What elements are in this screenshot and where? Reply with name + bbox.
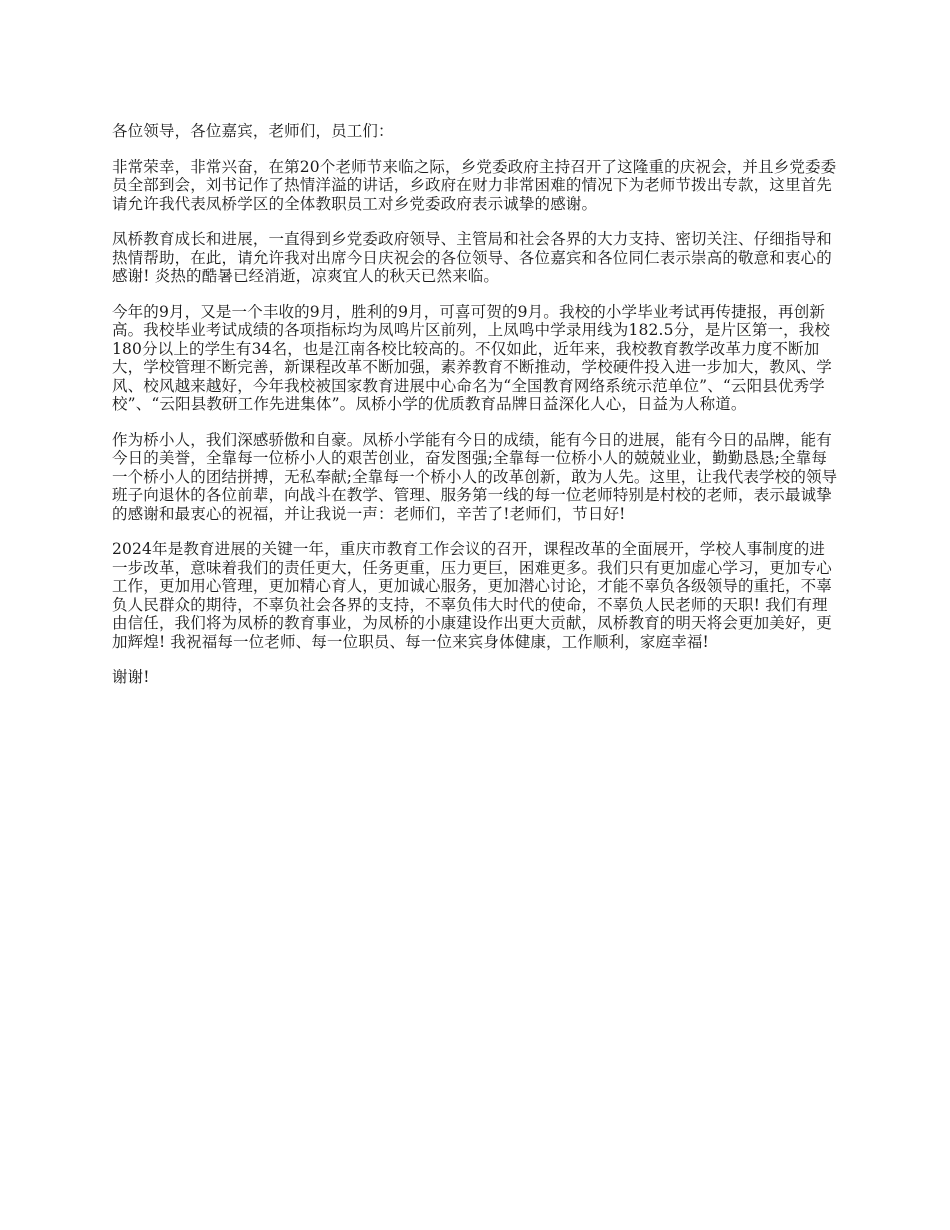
- paragraph-pride: 作为桥小人，我们深感骄傲和自豪。凤桥小学能有今日的成绩，能有今日的进展，能有今日的品牌，能有今日的美誉，全靠每一位桥小人的艰苦创业，奋发图强;全靠每一位桥小人的兢兢业业，勤勤恳恳;全靠每一个桥小人的团结拼搏，无私奉献;全靠每一个桥小人的改革创新，敢为人先。这里，让我代表学校的领导班子向退休的各位前辈，向战斗在教学、管理、服务第一线的每一位老师特别是村校的老师，表示最诚挚的感谢和最衷心的祝福，并让我说一声：老师们，辛苦了!老师们，节日好!: [112, 430, 838, 523]
- closing-line: 谢谢!: [112, 668, 150, 686]
- paragraph-teachers-day-thanks: 非常荣幸，非常兴奋，在第20个老师节来临之际，乡党委政府主持召开了这隆重的庆祝会，并且乡党委委员全部到会，刘书记作了热情洋溢的讲话，乡政府在财力非常困难的情况下为老师节拨出专款，这里首先请允许我代表凤桥学区的全体教职员工对乡党委政府表示诚挚的感谢。: [112, 157, 837, 213]
- speech-body: [112, 122, 838, 704]
- paragraph-support-thanks: 凤桥教育成长和进展，一直得到乡党委政府领导、主管局和社会各界的大力支持、密切关注、仔细指导和热情帮助，在此，请允许我对出席今日庆祝会的各位领导、各位嘉宾和各位同仁表示崇高的敬意和衷心的感谢! 炎热的酷暑已经消逝，凉爽宜人的秋天已然来临。: [112, 230, 832, 285]
- paragraph-future: 2024年是教育进展的关键一年，重庆市教育工作会议的召开，课程改革的全面展开，学校人事制度的进一步改革，意味着我们的责任更大，任务更重，压力更巨，困难更多。我们只有更加虚心学习，更加专心工作，更加用心管理，更加精心育人，更加诚心服务，更加潜心讨论，才能不辜负各级领导的重托，不辜负人民群众的期待，不辜负社会各界的支持，不辜负伟大时代的使命，不辜负人民老师的天职! 我们有理由信任，我们将为凤桥的教育事业，为凤桥的小康建设作出更大贡献，凤桥教育的明天将会更加美好，更加辉煌! 我祝福每一位老师、每一位职员、每一位来宾身体健康，工作顺利，家庭幸福!: [112, 540, 832, 651]
- greeting-line: 各位领导，各位嘉宾，老师们，员工们：: [112, 122, 394, 140]
- paragraph-achievements: 今年的9月，又是一个丰收的9月，胜利的9月，可喜可贺的9月。我校的小学毕业考试再传捷报，再创新高。我校毕业考试成绩的各项指标均为凤鸣片区前列，上凤鸣中学录用线为182.5分，是片区第一，我校180分以上的学生有34名，也是江南各校比较高的。不仅如此，近年来，我校教育教学改革力度不断加大，学校管理不断完善，新课程改革不断加强，素养教育不断推动，学校硬件投入进一步加大，教风、学风、校风越来越好，今年我校被国家教育进展中心命名为“全国教育网络系统示范单位”、“云阳县优秀学校”、“云阳县教研工作先进集体”。凤桥小学的优质教育品牌日益深化人心，日益为人称道。: [112, 302, 832, 413]
